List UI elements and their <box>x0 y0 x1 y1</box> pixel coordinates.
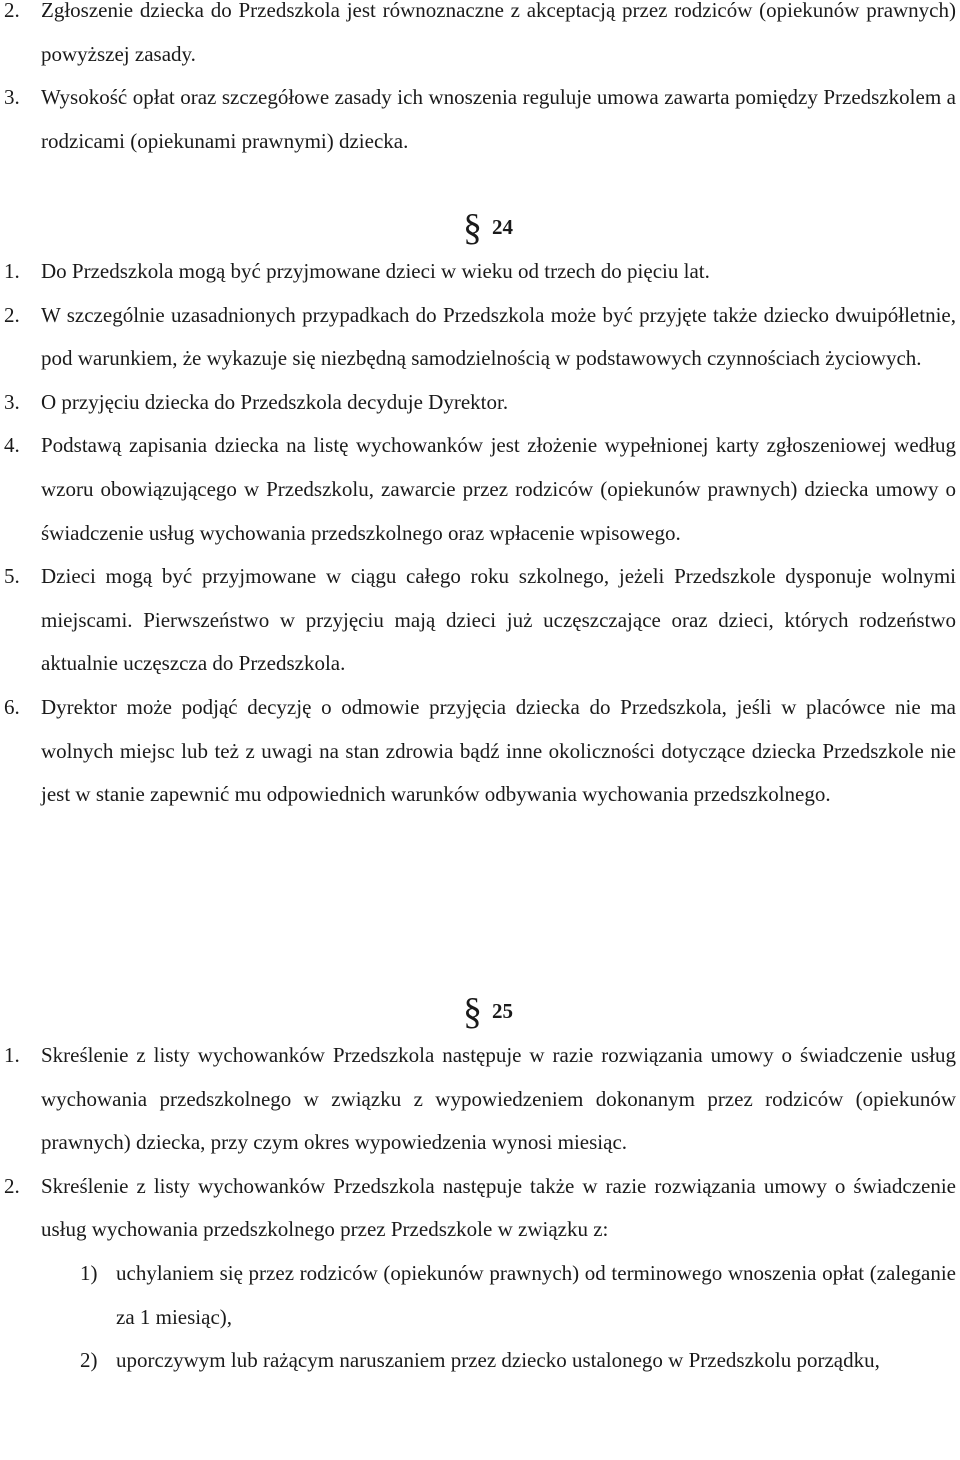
item-number: 3. <box>4 389 20 414</box>
item-text: Podstawą zapisania dziecka na listę wychowanków jest złożenie wypełnionej karty zgłoszeniowej według wzoru obowiązującego w Przedszkolu, zawarcie przez rodziców (opiekunów prawnych) dziecka umowy o świadczenie usług wychowania przedszkolnego oraz wpłacenie wpisowego. <box>41 433 956 545</box>
list-item <box>0 381 960 425</box>
list-item <box>0 76 960 163</box>
item-number: 4. <box>4 433 20 458</box>
list-item <box>0 686 960 817</box>
item-number: 2. <box>4 0 20 22</box>
subitem-number: 1) <box>80 1260 98 1285</box>
item-number: 2. <box>4 1173 20 1198</box>
list-item <box>0 250 960 294</box>
item-text: Dzieci mogą być przyjmowane w ciągu całego roku szkolnego, jeżeli Przedszkole dysponuje wolnymi miejscami. Pierwszeństwo w przyjęciu mają dzieci już uczęszczające oraz dzieci, których rodzeństwo aktualnie uczęszcza do Przedszkola. <box>41 564 956 676</box>
item-number: 2. <box>4 302 20 327</box>
sub-list-item <box>0 1339 960 1383</box>
item-text: Wysokość opłat oraz szczegółowe zasady ich wnoszenia reguluje umowa zawarta pomiędzy Przedszkolem a rodzicami (opiekunami prawnymi) dziecka. <box>41 85 956 153</box>
list-item <box>0 1034 960 1165</box>
subitem-text: uporczywym lub rażącym naruszaniem przez dziecko ustalonego w Przedszkolu porządku, <box>116 1348 880 1373</box>
list-item <box>0 424 960 555</box>
list-item <box>0 294 960 381</box>
item-text: Dyrektor może podjąć decyzję o odmowie przyjęcia dziecka do Przedszkola, jeśli w placówce nie ma wolnych miejsc lub też z uwagi na stan zdrowia bądź inne okoliczności dotyczące dziecka Przedszkole nie jest w stanie zapewnić mu odpowiednich warunków odbywania wychowania przedszkolnego. <box>41 694 956 807</box>
item-text: Skreślenie z listy wychowanków Przedszkola następuje także w razie rozwiązania umowy o świadczenie usług wychowania przedszkolnego przez Przedszkole w związku z: <box>41 1173 956 1242</box>
item-text: Do Przedszkola mogą być przyjmowane dzieci w wieku od trzech do pięciu lat. <box>41 259 710 283</box>
section-number: 24 <box>492 215 513 239</box>
intro-list <box>0 0 960 163</box>
section-sign: § <box>463 207 482 249</box>
section-heading <box>0 205 960 250</box>
section-24 <box>0 205 960 817</box>
item-number: 3. <box>4 85 20 110</box>
item-text: Zgłoszenie dziecka do Przedszkola jest równoznaczne z akceptacją przez rodziców (opiekunów prawnych) powyższej zasady. <box>41 0 956 66</box>
subitem-text: uchylaniem się przez rodziców (opiekunów prawnych) od terminowego wnoszenia opłat (zaleganie za 1 miesiąc), <box>116 1260 956 1329</box>
item-text: Skreślenie z listy wychowanków Przedszkola następuje w razie rozwiązania umowy o świadczenie usług wychowania przedszkolnego w związku z wypowiedzeniem dokonanym przez rodziców (opiekunów prawnych) dziecka, przy czym okres wypowiedzenia wynosi miesiąc. <box>41 1043 956 1155</box>
item-number: 1. <box>4 1043 20 1067</box>
list-item <box>0 1165 960 1252</box>
section-heading <box>0 989 960 1034</box>
sub-list-item <box>0 1252 960 1339</box>
section-number: 25 <box>492 999 513 1023</box>
item-number: 5. <box>4 564 20 589</box>
item-number: 6. <box>4 694 20 719</box>
list-item <box>0 555 960 686</box>
list-item <box>0 0 960 76</box>
item-number: 1. <box>4 259 20 283</box>
subitem-number: 2) <box>80 1348 98 1373</box>
section-sign: § <box>463 991 482 1033</box>
section-25 <box>0 989 960 1383</box>
item-text: W szczególnie uzasadnionych przypadkach do Przedszkola może być przyjęte także dziecko dwuipółletnie, pod warunkiem, że wykazuje się niezbędną samodzielnością w podstawowych czynnościach życiowych. <box>41 302 956 371</box>
item-text: O przyjęciu dziecka do Przedszkola decyduje Dyrektor. <box>41 389 509 414</box>
